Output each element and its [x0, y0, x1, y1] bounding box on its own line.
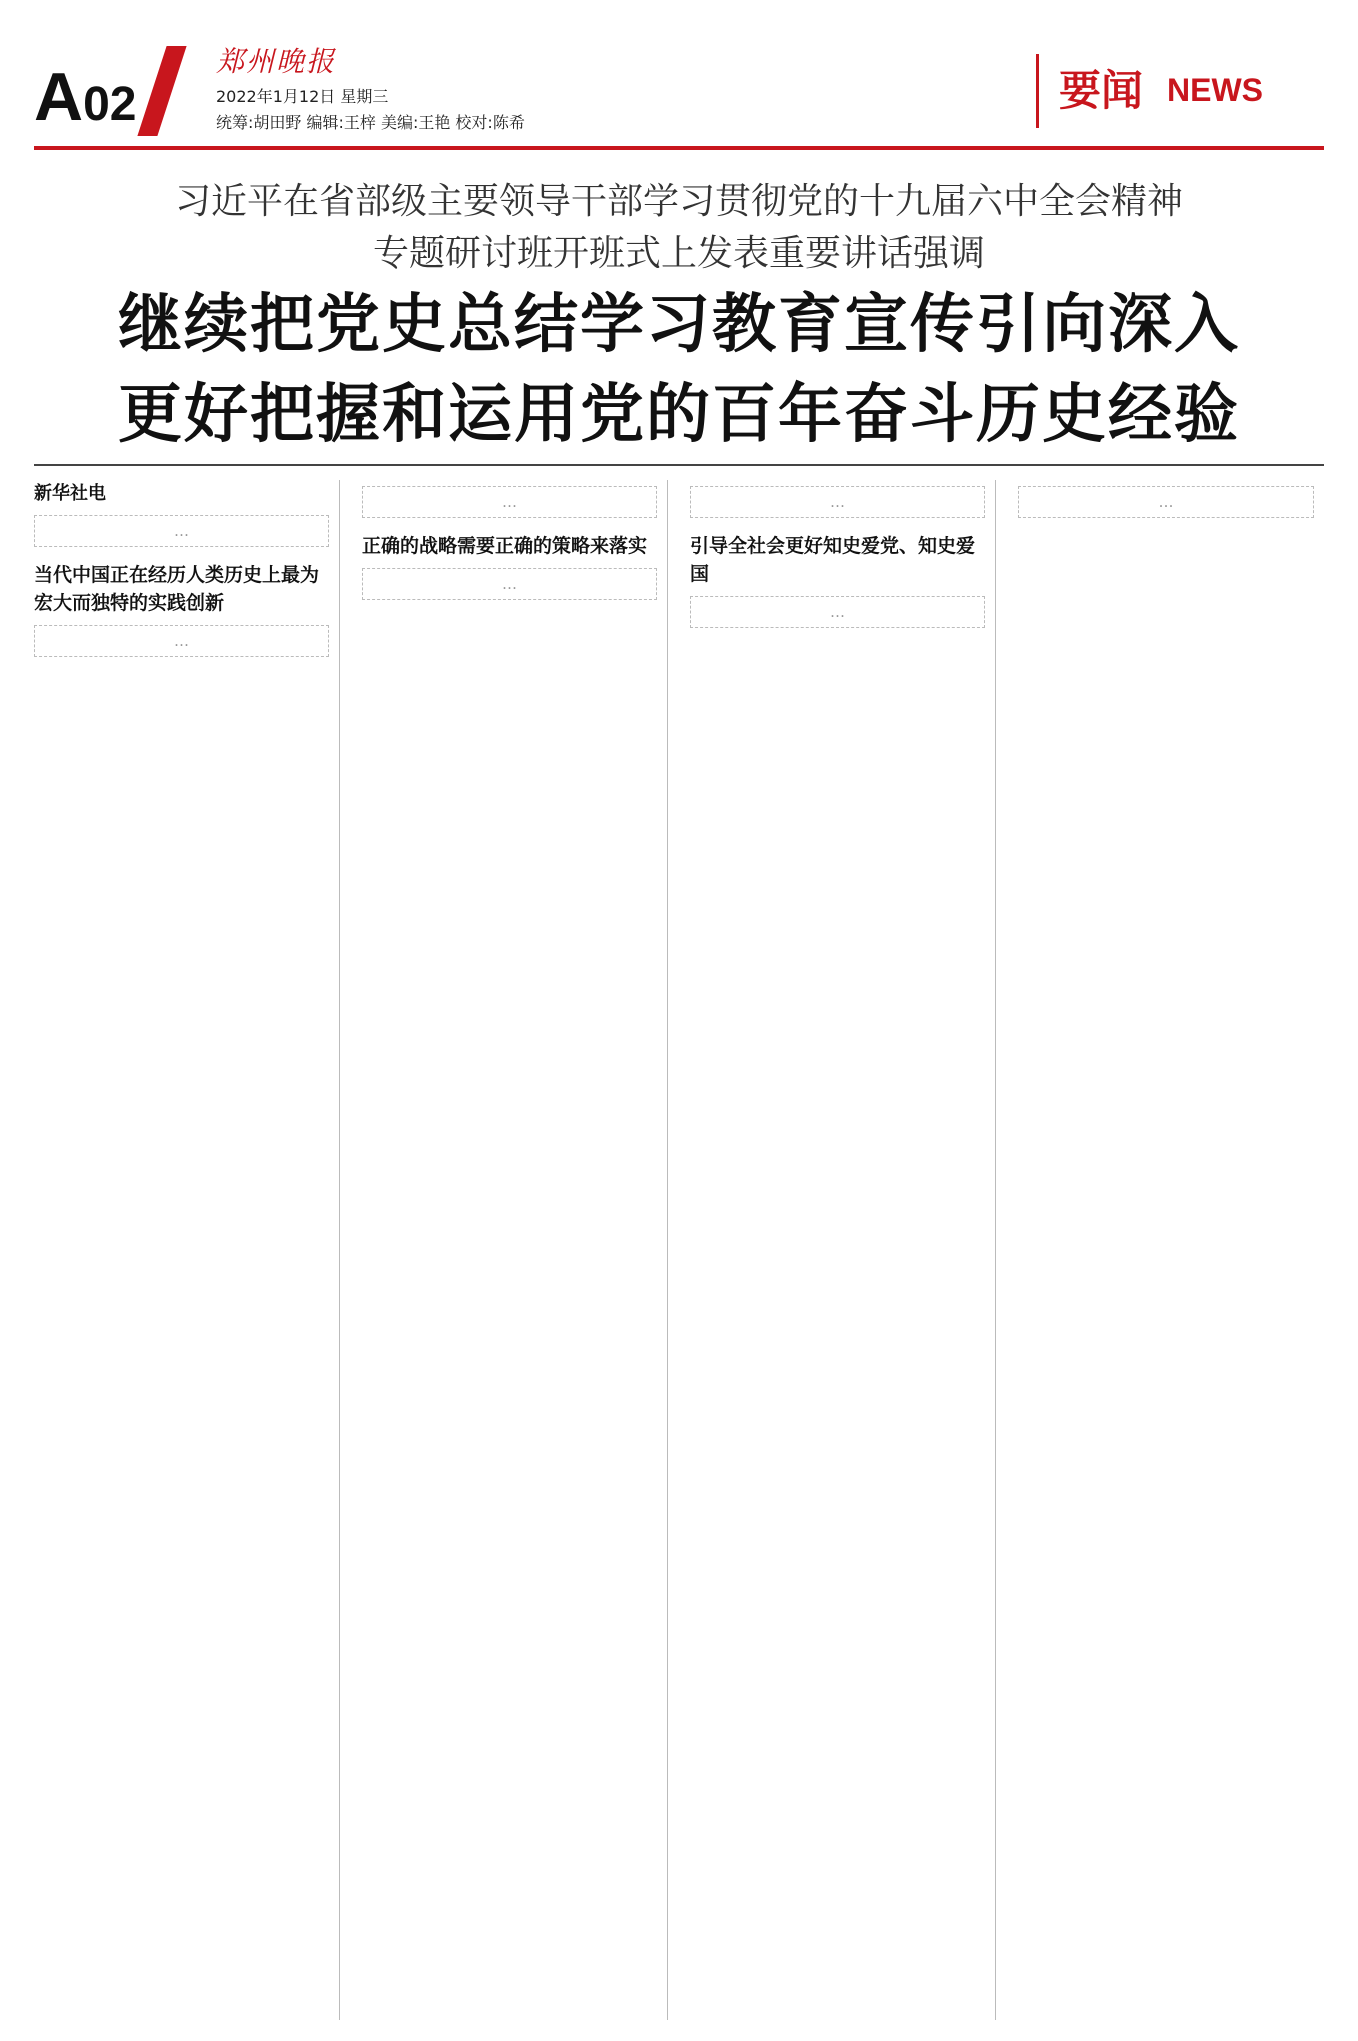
- lead-paragraph: [34, 480, 329, 507]
- page-digits: 02: [83, 78, 137, 131]
- article-columns: [34, 480, 1324, 2020]
- page-number: [34, 58, 137, 136]
- section-label-en: NEWS: [1167, 72, 1263, 108]
- subhead-2: 正确的战略需要正确的策略来落实: [362, 535, 648, 557]
- body-text-placeholder: …: [34, 515, 329, 547]
- dateline: 新华社电: [34, 483, 106, 504]
- kicker-line-1: 习近平在省部级主要领导干部学习贯彻党的十九届六中全会精神: [174, 181, 1183, 222]
- body-text-placeholder: …: [362, 486, 657, 518]
- top-rule: [34, 146, 1324, 150]
- section-label-cn: 要闻: [1059, 66, 1144, 115]
- kicker-line-2: 专题研讨班开班式上发表重要讲话强调: [372, 233, 985, 274]
- article-column-2: [362, 480, 668, 2020]
- paper-name: 郑州晚报: [216, 45, 337, 78]
- page-prefix: A: [34, 59, 84, 135]
- masthead-slash: [137, 46, 186, 136]
- masthead: [34, 40, 1324, 140]
- title-line-1: 继续把党史总结学习教育宣传引向深入: [118, 287, 1240, 362]
- body-text-placeholder: …: [1018, 486, 1314, 518]
- credit-line: 统筹:胡田野 编辑:王梓 美编:王艳 校对:陈希: [216, 113, 525, 132]
- body-text-placeholder: …: [34, 625, 329, 657]
- section-tag: [1036, 54, 1320, 128]
- subhead-3: 引导全社会更好知史爱党、知史爱国: [690, 535, 976, 585]
- body-text-placeholder: …: [362, 568, 657, 600]
- article-column-3: [690, 480, 996, 2020]
- article-column-1: [34, 480, 340, 2020]
- headline-rule: [34, 464, 1324, 466]
- headline-block: [34, 176, 1324, 460]
- date-line: 2022年1月12日 星期三: [216, 87, 389, 106]
- body-text-placeholder: …: [690, 486, 985, 518]
- title-line-2: 更好把握和运用党的百年奋斗历史经验: [118, 377, 1240, 452]
- subhead-1: 当代中国正在经历人类历史上最为宏大而独特的实践创新: [34, 564, 320, 614]
- article-column-4: [1018, 480, 1324, 2020]
- body-text-placeholder: …: [690, 596, 985, 628]
